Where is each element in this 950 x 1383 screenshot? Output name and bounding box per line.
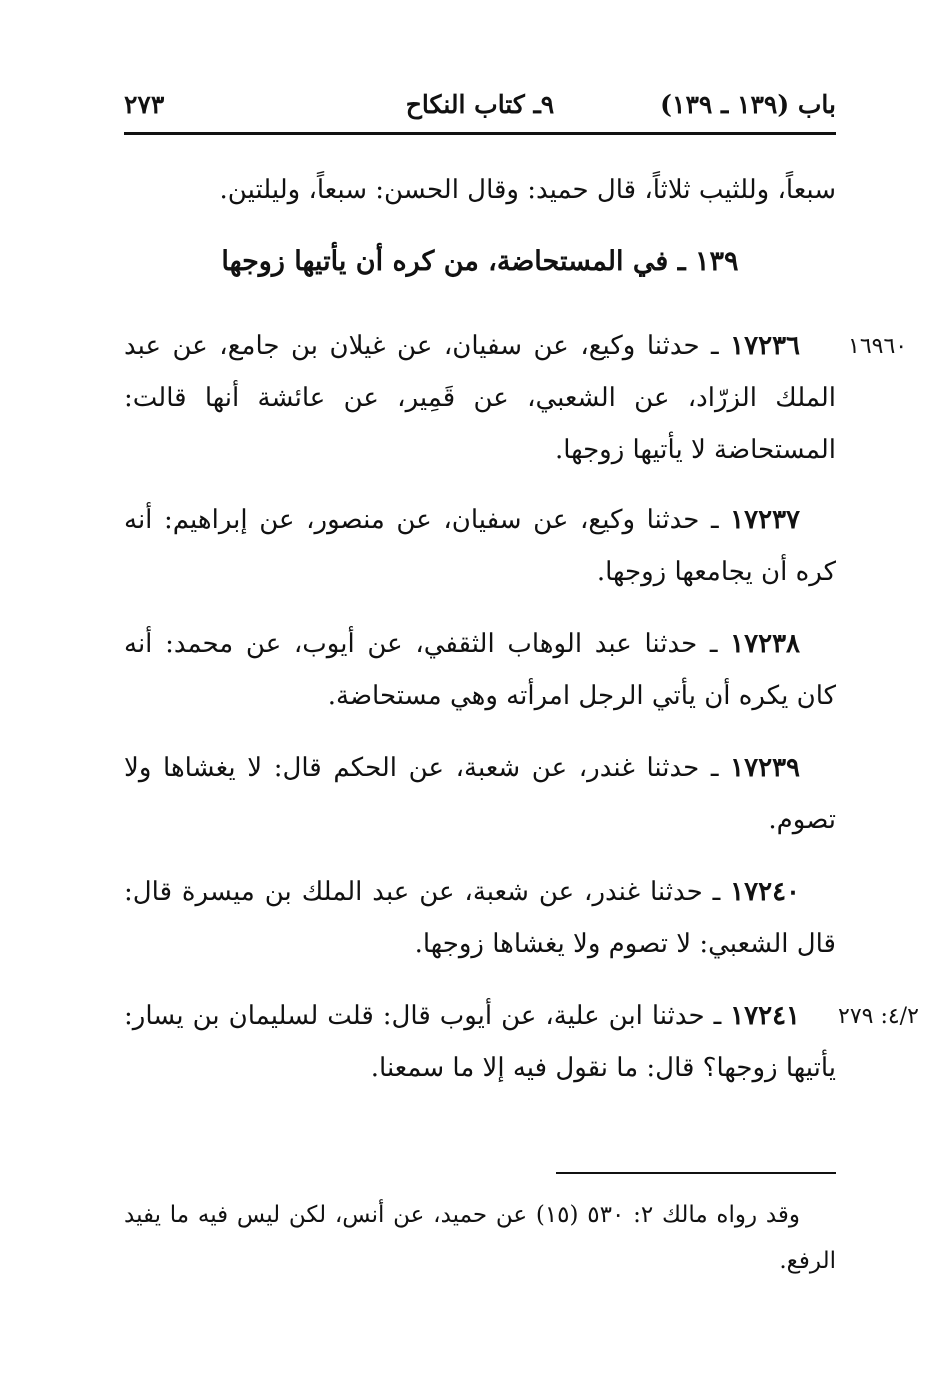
footnote: وقد رواه مالك ٢: ٥٣٠ (١٥) عن حميد، عن أنس، لكن ليس فيه ما يفيد الرفع. bbox=[124, 1202, 836, 1274]
section-title: ١٣٩ ـ في المستحاضة، من كره أن يأتيها زوجها bbox=[221, 246, 739, 277]
hadith-number: ١٧٢٣٦ bbox=[730, 331, 800, 361]
book-title: ٩ـ كتاب النكاح bbox=[405, 90, 555, 119]
hadith-number: ١٧٢٣٧ bbox=[730, 505, 800, 535]
header-rule bbox=[124, 132, 836, 135]
hadith-entry bbox=[124, 990, 836, 1094]
page-number: ٢٧٣ bbox=[124, 90, 165, 119]
hadith-text: ـ حدثنا وكيع، عن سفيان، عن منصور، عن إبراهيم: أنه كره أن يجامعها زوجها. bbox=[124, 505, 836, 587]
margin-note: ١٦٩٦٠ bbox=[848, 334, 908, 359]
hadith-entry bbox=[124, 866, 836, 970]
hadith-text: ـ حدثنا غندر، عن شعبة، عن عبد الملك بن ميسرة قال: قال الشعبي: لا تصوم ولا يغشاها زوجها. bbox=[124, 877, 836, 959]
hadith-entry bbox=[124, 742, 836, 846]
hadith-text: ـ حدثنا ابن علية، عن أيوب قال: قلت لسليمان بن يسار: يأتيها زوجها؟ قال: ما نقول فيه إلا ما سمعنا. bbox=[124, 1001, 836, 1083]
hadith-number: ١٧٢٤١ bbox=[730, 1001, 800, 1031]
chapter-range: باب (١٣٩ ـ ١٣٩) bbox=[660, 90, 836, 119]
hadith-text: ـ حدثنا وكيع، عن سفيان، عن غيلان بن جامع، عن عبد الملك الزرّاد، عن الشعبي، عن قَمِير، عن عائشة أنها قالت: المستحاضة لا يأتيها زوجها. bbox=[124, 331, 836, 465]
hadith-number: ١٧٢٣٨ bbox=[730, 629, 800, 659]
continuation-text: سبعاً، وللثيب ثلاثاً، قال حميد: وقال الحسن: سبعاً، وليلتين. bbox=[219, 175, 836, 205]
hadith-text: ـ حدثنا عبد الوهاب الثقفي، عن أيوب، عن محمد: أنه كان يكره أن يأتي الرجل امرأته وهي مستحاضة. bbox=[124, 629, 836, 711]
hadith-number: ١٧٢٣٩ bbox=[730, 753, 800, 783]
hadith-text: ـ حدثنا غندر، عن شعبة، عن الحكم قال: لا يغشاها ولا تصوم. bbox=[124, 753, 836, 835]
margin-note: ٤/٢: ٢٧٩ bbox=[838, 1004, 919, 1029]
hadith-entry bbox=[124, 494, 836, 598]
hadith-entry bbox=[124, 618, 836, 722]
page-header bbox=[124, 86, 836, 130]
hadith-number: ١٧٢٤٠ bbox=[730, 877, 800, 907]
footnote-rule bbox=[556, 1172, 836, 1174]
hadith-entry bbox=[124, 320, 836, 476]
